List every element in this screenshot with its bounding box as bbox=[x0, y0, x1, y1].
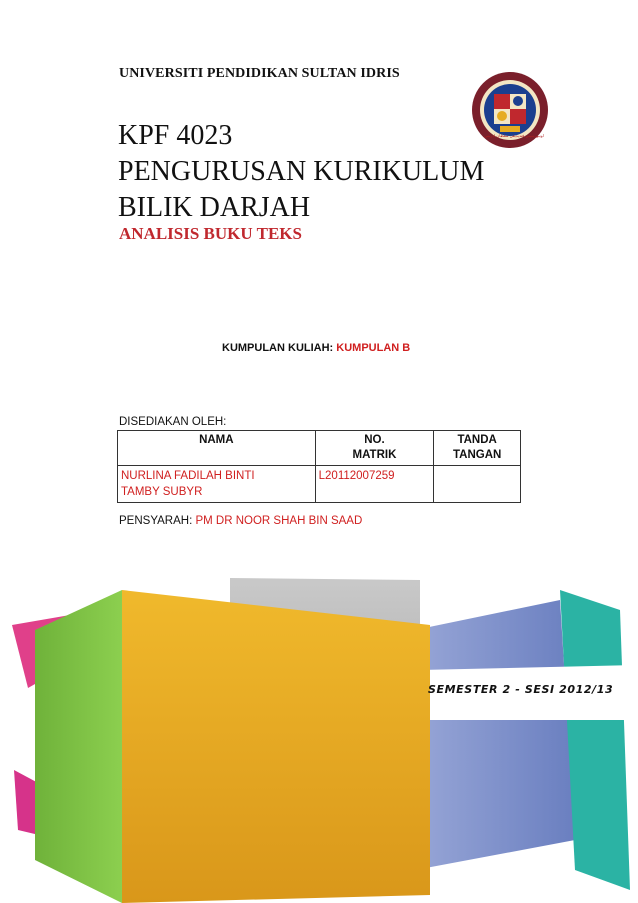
header-nama: NAMA bbox=[118, 431, 316, 466]
student-name bbox=[118, 466, 316, 503]
header-tanda-tangan bbox=[434, 431, 521, 466]
green-shape bbox=[35, 590, 122, 903]
header-tanda-line-2: TANGAN bbox=[452, 449, 502, 461]
course-code: KPF 4023 bbox=[118, 120, 233, 151]
logo-caption: ﺍﻭﻧﻴﻮﺭﺳﻴﺘﻲ ﻓﻨﺪﻳﺪﻳﻘﻦ ﺳﻠﻄﺎﻥ ﺍﺩﺭﻳﺲ bbox=[484, 133, 544, 138]
header-tanda-line-1: TANDA bbox=[457, 434, 497, 446]
student-name-line-2: TAMBY SUBYR bbox=[121, 486, 203, 498]
university-name: UNIVERSITI PENDIDIKAN SULTAN IDRIS bbox=[119, 66, 400, 81]
course-name-line-2: BILIK DARJAH bbox=[118, 192, 311, 223]
student-signature bbox=[434, 466, 521, 503]
header-matrik-line-1: NO. bbox=[364, 434, 385, 446]
blue-shape bbox=[405, 600, 575, 870]
header-no-matrik bbox=[315, 431, 434, 466]
semester-label: SEMESTER 2 - SESI 2012/13 bbox=[428, 683, 614, 696]
student-matrik: L20112007259 bbox=[315, 466, 434, 503]
header-matrik-line-2: MATRIK bbox=[352, 449, 397, 461]
lecture-group-label: KUMPULAN KULIAH: bbox=[222, 342, 334, 354]
document-subtitle: ANALISIS BUKU TEKS bbox=[119, 224, 302, 243]
course-name-line-1: PENGURUSAN KURIKULUM bbox=[118, 156, 485, 187]
table-header-row bbox=[118, 431, 521, 466]
student-name-line-1: NURLINA FADILAH BINTI bbox=[121, 470, 255, 482]
course-title bbox=[118, 118, 484, 226]
lecture-group-value: KUMPULAN B bbox=[336, 342, 411, 354]
lecturer-label: PENSYARAH: bbox=[119, 515, 193, 527]
teal-shape bbox=[560, 590, 630, 890]
table-row bbox=[118, 466, 521, 503]
decorative-cover-graphic bbox=[0, 570, 638, 903]
lecture-group bbox=[222, 342, 410, 354]
student-table bbox=[117, 430, 521, 503]
lecturer-name: PM DR NOOR SHAH BIN SAAD bbox=[195, 515, 363, 527]
lecturer bbox=[119, 515, 362, 527]
prepared-by-label: DISEDIAKAN OLEH: bbox=[119, 416, 227, 428]
gold-shape bbox=[122, 590, 430, 903]
